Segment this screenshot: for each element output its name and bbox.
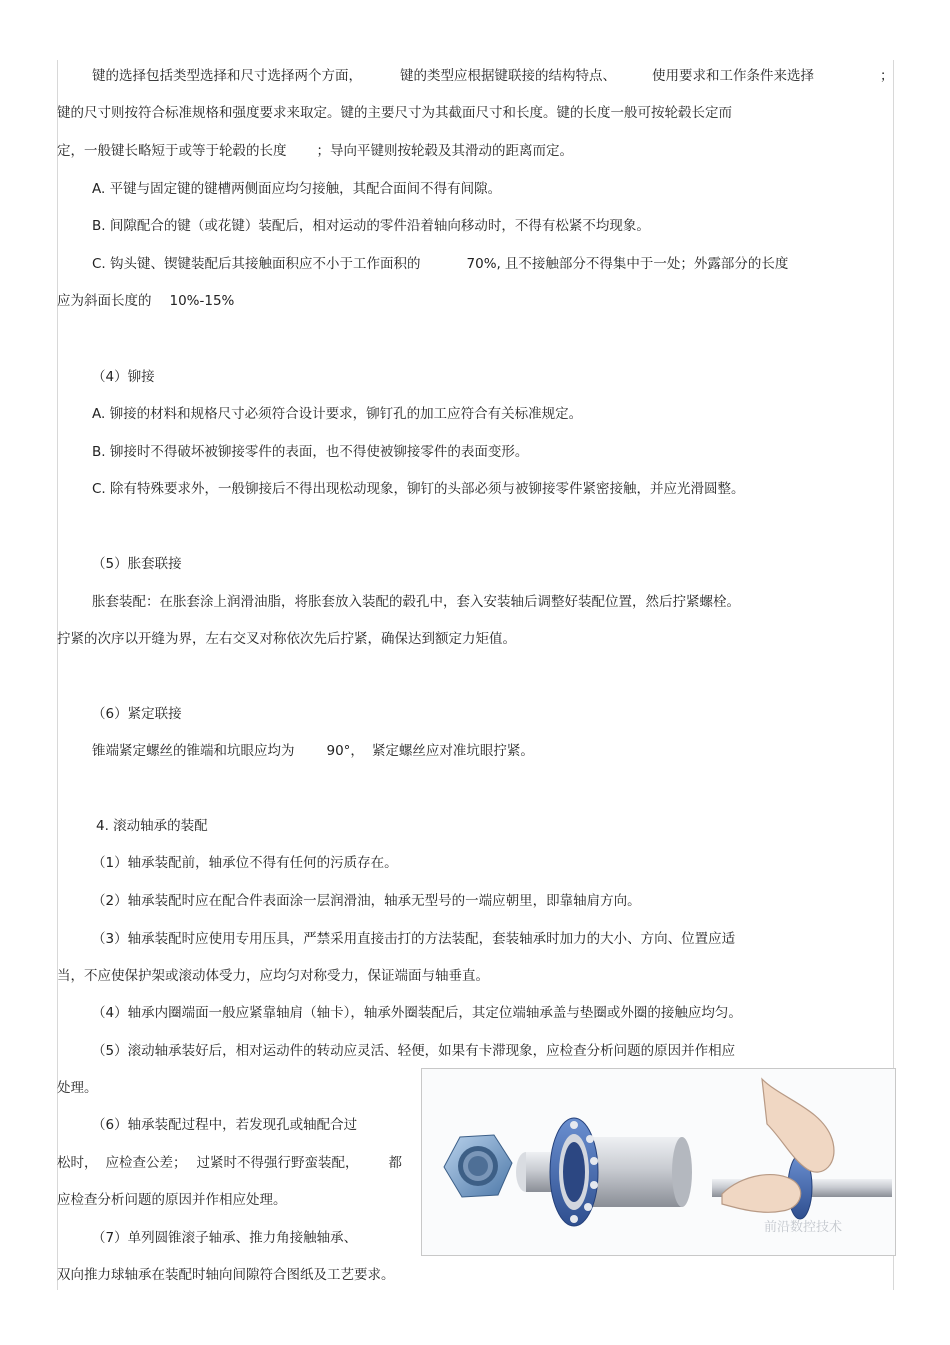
text-run: 10%-15%	[169, 293, 235, 309]
text-run: 紧定螺丝应对准坑眼拧紧。	[371, 743, 534, 759]
hand-assembly-icon	[712, 1079, 892, 1219]
text-run: 键的选择包括类型选择和尺寸选择两个方面，	[92, 68, 362, 84]
bearing-item-1: （1）轴承装配前，轴承位不得有任何的污质存在。	[92, 855, 398, 871]
bearing-item-3-line-1: （3）轴承装配时应使用专用压具，严禁采用直接击打的方法装配，套装轴承时加力的大小、方向、位置应适	[92, 931, 736, 947]
text-run: 锥端紧定螺丝的锥端和坑眼应均为	[92, 743, 295, 759]
text-run: 键的类型应根据键联接的结构特点、	[400, 68, 616, 84]
rivet-item-c: C. 除有特殊要求外，一般铆接后不得出现松动现象，铆钉的头部必须与被铆接零件紧密接触，并应光滑圆整。	[92, 481, 745, 497]
text-run: 应为斜面长度的	[57, 293, 152, 309]
text-run: 使用要求和工作条件来选择	[652, 68, 814, 84]
bearing-assembly-illustration	[422, 1069, 895, 1255]
bearing-item-2: （2）轴承装配时应在配合件表面涂一层润滑油，轴承无型号的一端应朝里，即靠轴肩方向。	[92, 893, 641, 909]
sleeve-heading: （5）胀套联接	[92, 556, 182, 572]
bearing-assembly-figure	[421, 1068, 896, 1256]
bearing-item-3-line-2: 当，不应使保护架或滚动体受力，应均匀对称受力，保证端面与轴垂直。	[57, 968, 489, 984]
bearing-item-4: （4）轴承内圈端面一般应紧靠轴肩（轴卡），轴承外圈装配后，其定位端轴承盖与垫圈或外圈的接触应均匀。	[92, 1005, 742, 1021]
text-run: 松时，	[57, 1155, 98, 1171]
text-run: 都	[388, 1155, 402, 1171]
rivet-heading: （4）铆接	[92, 369, 155, 385]
set-heading: （6）紧定联接	[92, 706, 182, 722]
bearing-item-6-line-1: （6）轴承装配过程中，若发现孔或轴配合过	[92, 1117, 358, 1133]
rivet-item-b: B. 铆接时不得破坏被铆接零件的表面，也不得使被铆接零件的表面变形。	[92, 444, 529, 460]
text-run: 应检查公差；	[105, 1155, 187, 1171]
bearing-item-6-line-2	[57, 1154, 402, 1172]
text-run: 90°，	[326, 743, 364, 759]
text-run: 定，一般键长略短于或等于轮毂的长度	[57, 143, 287, 159]
sleeve-line-2: 拧紧的次序以开缝为界，左右交叉对称依次先后拧紧，确保达到额定力矩值。	[57, 631, 516, 647]
page-border-left	[57, 60, 58, 1290]
key-intro-line-3	[57, 142, 573, 160]
bearing-item-7-line-2: 双向推力球轴承在装配时轴向间隙符合图纸及工艺要求。	[57, 1267, 395, 1283]
bearing-item-5-line-1: （5）滚动轴承装好后，相对运动件的转动应灵活、轻便，如果有卡滞现象，应检查分析问题的原因并作相应	[92, 1043, 736, 1059]
rivet-item-a: A. 铆接的材料和规格尺寸必须符合设计要求，铆钉孔的加工应符合有关标准规定。	[92, 406, 583, 422]
nut-icon	[444, 1135, 512, 1197]
key-item-c-line-2	[57, 292, 234, 310]
key-item-a: A. 平键与固定键的键槽两侧面应均匀接触，其配合面间不得有间隙。	[92, 181, 502, 197]
bearing-heading: 4. 滚动轴承的装配	[96, 818, 208, 834]
key-item-c-line-1	[92, 255, 788, 273]
text-run: 70%,	[466, 256, 501, 272]
shaft-icon	[516, 1137, 692, 1207]
key-item-b: B. 间隙配合的键（或花键）装配后，相对运动的零件沿着轴向移动时，不得有松紧不均现象。	[92, 218, 650, 234]
bearing-icon	[550, 1118, 598, 1226]
key-intro-line-2: 键的尺寸则按符合标准规格和强度要求来取定。键的主要尺寸为其截面尺寸和长度。键的长度一般可按轮毂长定而	[57, 105, 732, 121]
key-intro-line-1	[92, 67, 814, 85]
set-line-1	[92, 742, 534, 760]
text-run: C. 钩头键、锲键装配后其接触面积应不小于工作面积的	[92, 256, 421, 272]
key-intro-line-1-end: ；	[880, 68, 894, 84]
sleeve-line-1: 胀套装配：在胀套涂上润滑油脂，将胀套放入装配的毂孔中，套入安装轴后调整好装配位置，然后拧紧螺栓。	[92, 594, 740, 610]
text-run: ；导向平键则按轮毂及其滑动的距离而定。	[316, 143, 573, 159]
watermark-text: 前沿数控技术	[764, 1220, 843, 1235]
bearing-item-6-line-3: 应检查分析问题的原因并作相应处理。	[57, 1192, 287, 1208]
text-run: 过紧时不得强行野蛮装配，	[196, 1155, 359, 1171]
bearing-item-5-line-2: 处理。	[57, 1080, 98, 1096]
text-run: 且不接触部分不得集中于一处；外露部分的长度	[504, 256, 789, 272]
bearing-item-7-line-1: （7）单列圆锥滚子轴承、推力角接触轴承、	[92, 1230, 358, 1246]
